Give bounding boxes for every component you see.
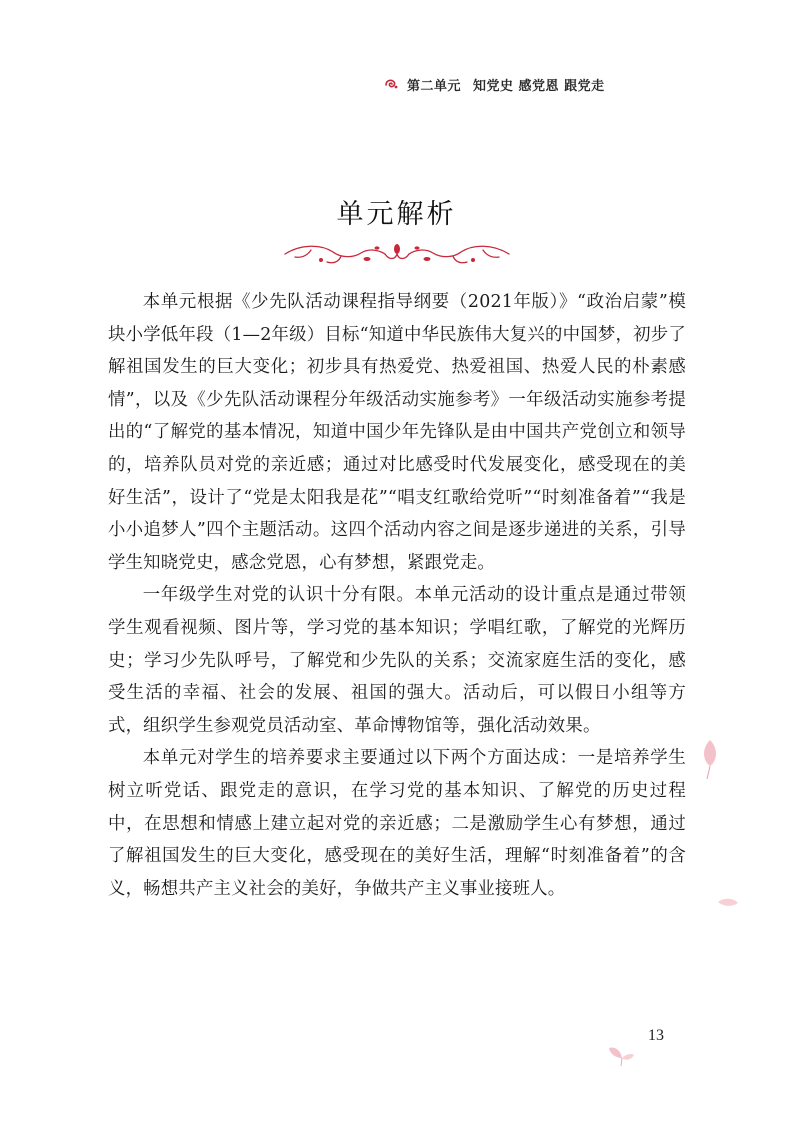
paragraph-3: 本单元对学生的培养要求主要通过以下两个方面达成：一是培养学生树立听党话、跟党走的意识，在学习党的基本知识、了解党的历史过程中，在思想和情感上建立起对党的亲近感；二是激励学生心有梦想，通过了解祖国发生的巨大变化，感受现在的美好生活，理解“时刻准备着”的含义，畅想共产主义社会的美好，争做共产主义事业接班人。 [108,748,686,899]
petal-icon [606,1042,636,1068]
floral-divider-icon [281,240,513,268]
header-topic: 知党史 感党恩 跟党走 [473,78,605,94]
petal-icon [716,896,740,910]
page-title: 单元解析 [336,199,457,230]
red-swirl-icon [384,78,398,90]
page-number: 13 [648,1027,664,1044]
petal-icon [698,738,722,780]
header-unit: 第二单元 [407,78,462,94]
running-header [384,74,605,94]
body-text [108,286,686,905]
paragraph-1: 本单元根据《少先队活动课程指导纲要（2021年版）》“政治启蒙”模块小学低年段（1—2年级）目标“知道中华民族伟大复兴的中国梦，初步了解祖国发生的巨大变化；初步具有热爱党、热爱祖国、热爱人民的朴素感情”，以及《少先队活动课程分年级活动实施参考》一年级活动实施参考提出的“了解党的基本情况，知道中国少年先锋队是由中国共产党创立和领导的，培养队员对党的亲近感；通过对比感受时代发展变化，感受现在的美好生活”，设计了“党是太阳我是花”“唱支红歌给党听”“时刻准备着”“我是小小追梦人”四个主题活动。这四个活动内容之间是逐步递进的关系，引导学生知晓党史，感念党恩，心有梦想，紧跟党走。 [108,292,686,573]
paragraph-2: 一年级学生对党的认识十分有限。本单元活动的设计重点是通过带领学生观看视频、图片等，学习党的基本知识；学唱红歌，了解党的光辉历史；学习少先队呼号，了解党和少先队的关系；交流家庭生活的变化，感受生活的幸福、社会的发展、祖国的强大。活动后，可以假日小组等方式，组织学生参观党员活动室、革命博物馆等，强化活动效果。 [108,585,686,736]
